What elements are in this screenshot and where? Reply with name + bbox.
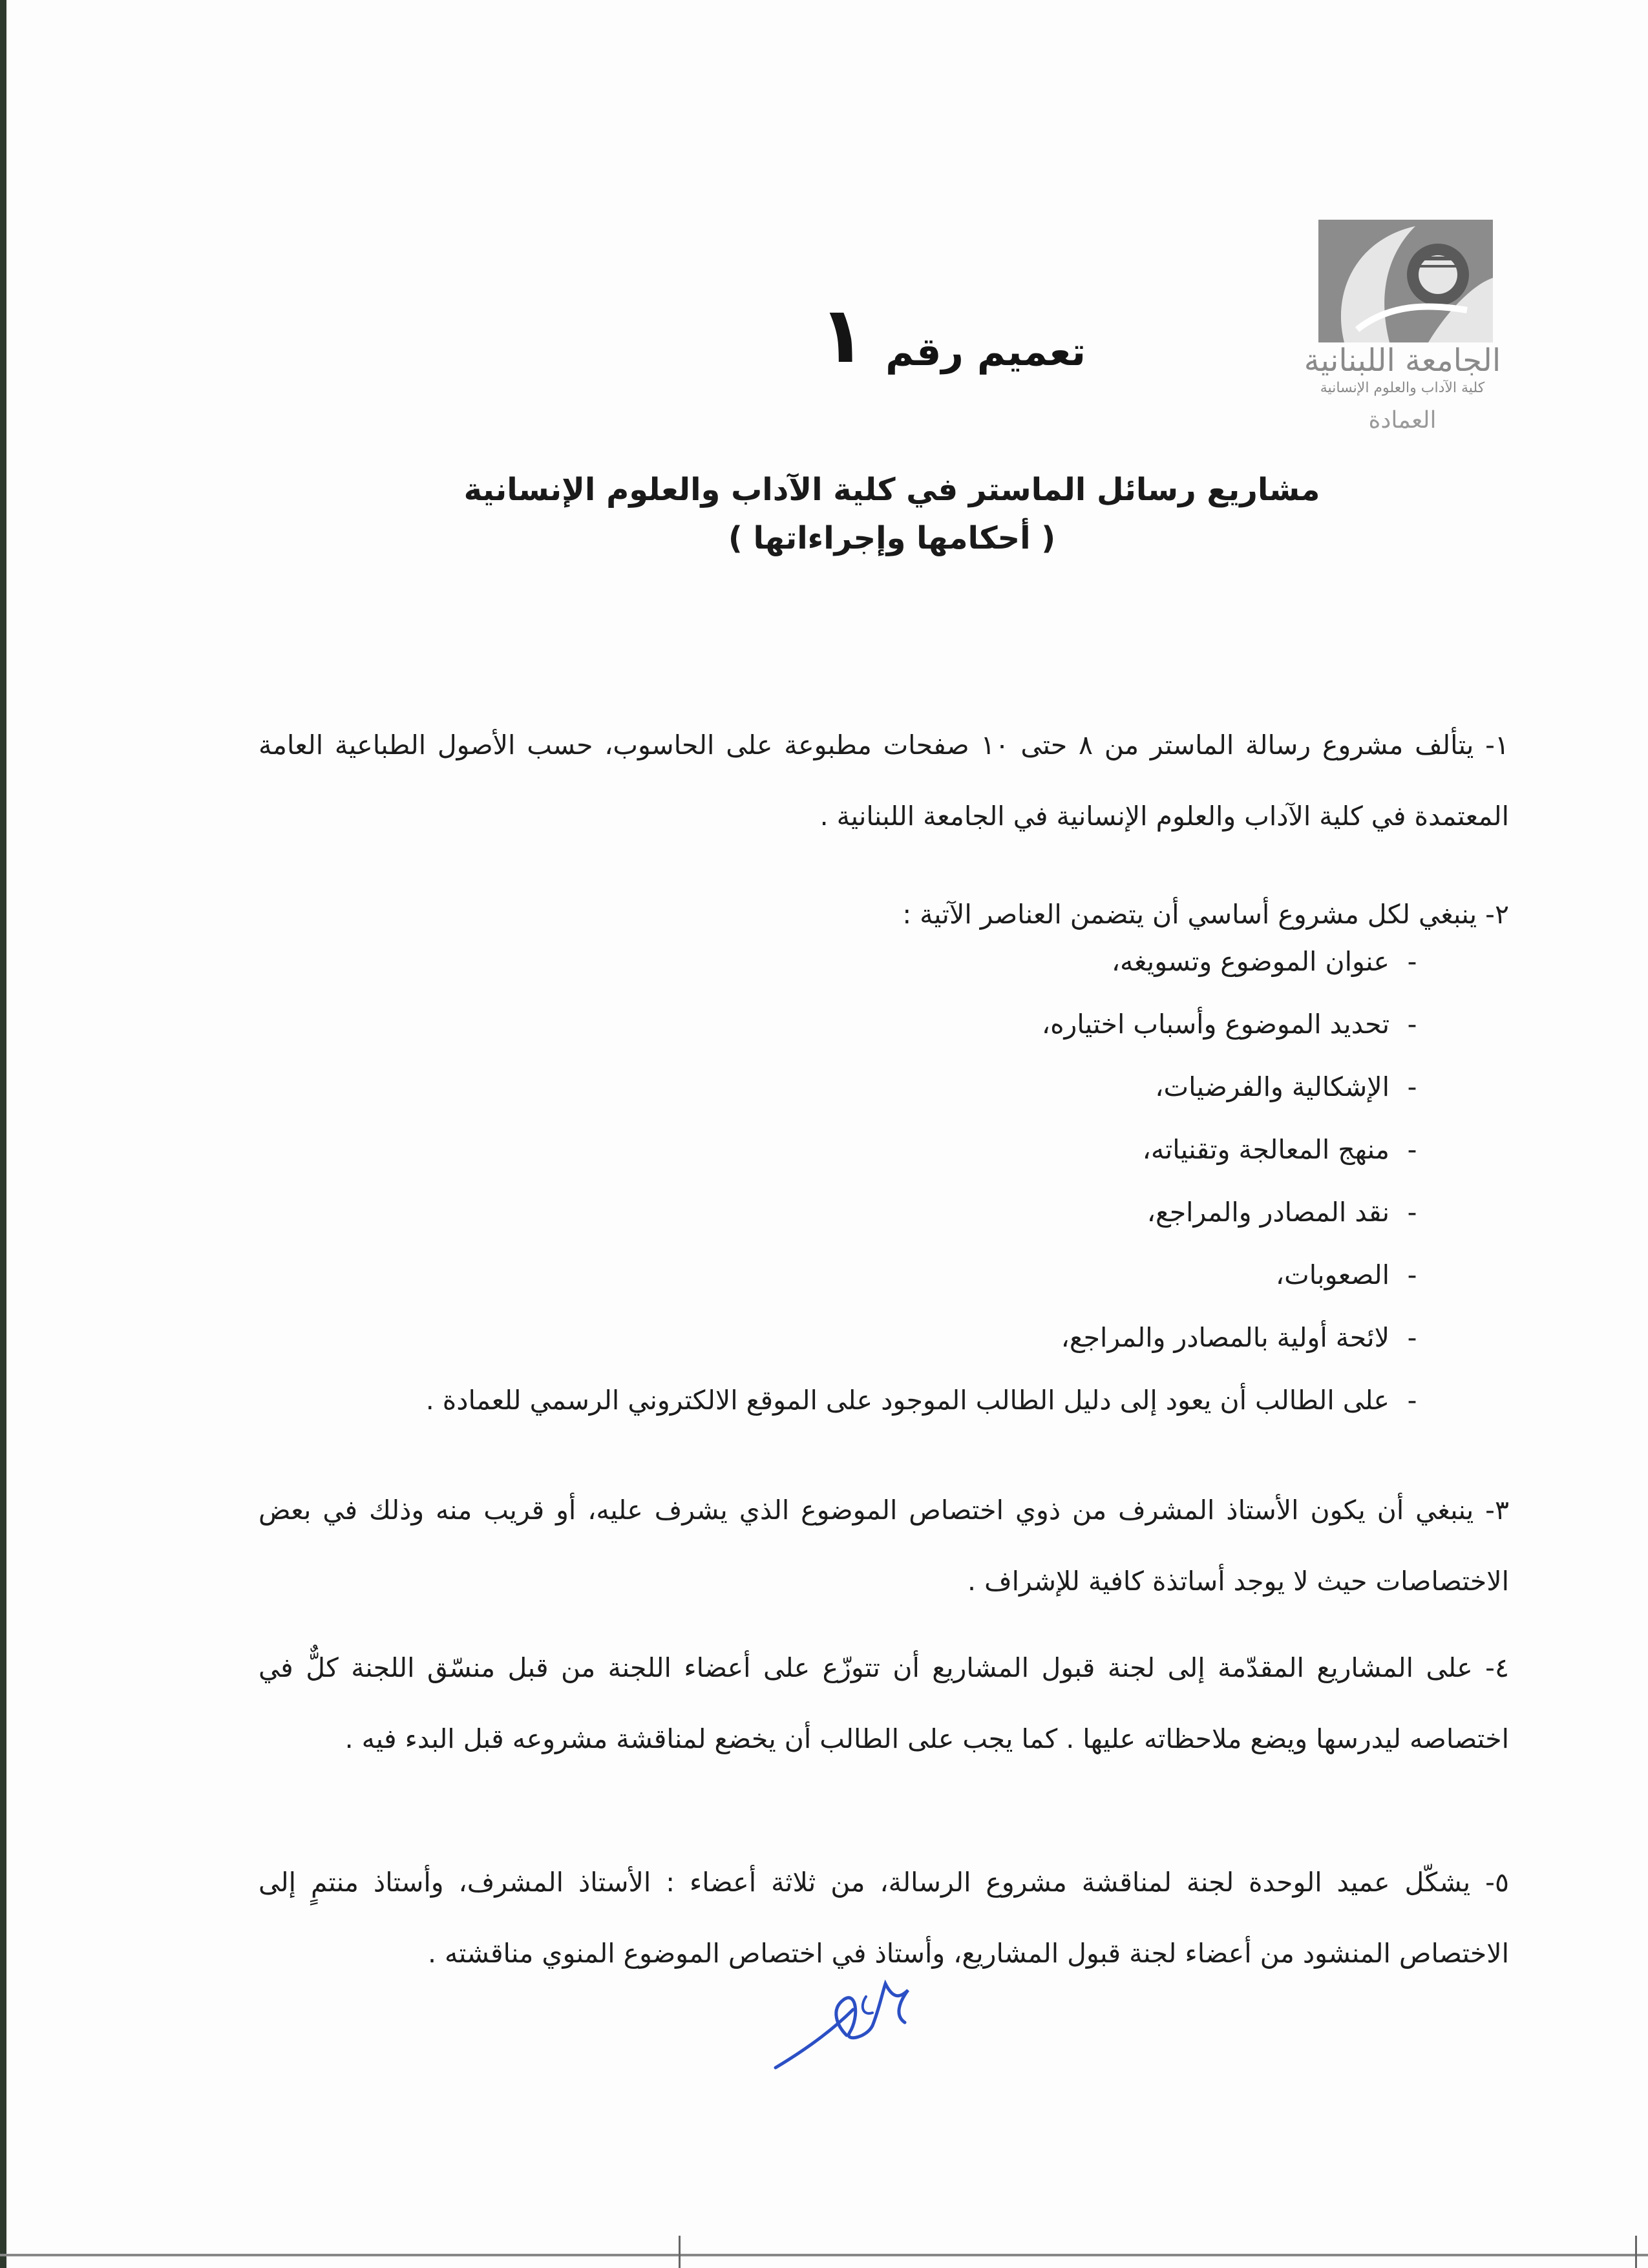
circular-label: تعميم رقم: [885, 330, 1086, 375]
list-item: [259, 1244, 1435, 1307]
scan-edge-bottom: [0, 2254, 1648, 2256]
clause-3: [259, 1475, 1509, 1617]
list-bullet: -: [1407, 1134, 1417, 1165]
scan-edge-left: [0, 0, 6, 2268]
list-item: [259, 993, 1435, 1056]
clause-text: ١- يتألف مشروع رسالة الماستر من ٨ حتى ١٠ صفحات مطبوعة على الحاسوب، حسب الأصول الطباعية العامة المعتمدة في كلية الآداب والعلوم الإنسانية في الجامعة اللبنانية .: [259, 730, 1509, 832]
list-bullet: -: [1407, 946, 1417, 977]
signature: [769, 1971, 924, 2074]
clause-text: ٤- على المشاريع المقدّمة إلى لجنة قبول المشاريع أن تتوزّع على أعضاء اللجنة من قبل منسّق اللجنة كلٌّ في اختصاصه ليدرسها ويضع ملاحظاته عليها . كما يجب على الطالب أن يخضع لمناقشة مشروعه قبل البدء فيه .: [259, 1652, 1509, 1754]
list-item: [259, 930, 1435, 993]
clause-4: [259, 1632, 1509, 1774]
university-name: الجامعة اللبنانية: [1304, 342, 1501, 379]
office-name: العمادة: [1368, 407, 1437, 434]
list-bullet: -: [1407, 1071, 1417, 1102]
list-item: [259, 1056, 1435, 1118]
list-item: [259, 1118, 1435, 1181]
list-item-text: الصعوبات،: [1275, 1259, 1389, 1290]
list-item: [259, 1369, 1435, 1432]
clause-text: ٢- ينبغي لكل مشروع أساسي أن يتضمن العناصر الآتية :: [902, 899, 1509, 930]
list-bullet: -: [1407, 1322, 1417, 1353]
document-title: مشاريع رسائل الماستر في كلية الآداب والعلوم الإنسانية: [463, 472, 1320, 508]
clause-text: ٣- ينبغي أن يكون الأستاذ المشرف من ذوي اختصاص الموضوع الذي يشرف عليه، أو قريب منه وذلك في بعض الاختصاصات حيث لا يوجد أساتذة كافية للإشراف .: [259, 1495, 1509, 1597]
circular-number: ١: [818, 291, 867, 381]
list-item: [259, 1181, 1435, 1244]
list-item-text: الإشكالية والفرضيات،: [1155, 1071, 1389, 1102]
list-item-text: تحديد الموضوع وأسباب اختياره،: [1041, 1009, 1389, 1040]
list-bullet: -: [1407, 1197, 1417, 1228]
list-bullet: -: [1407, 1385, 1417, 1416]
document-subtitle: ( أحكامها وإجراءاتها ): [728, 520, 1056, 556]
clause-text: ٥- يشكّل عميد الوحدة لجنة لمناقشة مشروع الرسالة، من ثلاثة أعضاء : الأستاذ المشرف، وأستاذ منتمٍ إلى الاختصاص المنشود من أعضاء لجنة قبول المشاريع، وأستاذ في اختصاص الموضوع المنوي مناقشته .: [259, 1867, 1509, 1969]
list-item-text: عنوان الموضوع وتسويغه،: [1111, 946, 1389, 977]
clause-1: [259, 709, 1509, 852]
faculty-name: كلية الآداب والعلوم الإنسانية: [1320, 380, 1485, 396]
scan-tick: [1635, 2236, 1637, 2268]
list-item-text: منهج المعالجة وتقنياته،: [1142, 1134, 1389, 1165]
circular-header: [818, 291, 1086, 381]
clause-5: [259, 1847, 1509, 1989]
university-logo: [1286, 207, 1519, 452]
list-bullet: -: [1407, 1009, 1417, 1040]
list-item-text: لائحة أولية بالمصادر والمراجع،: [1061, 1322, 1389, 1353]
list-item: [259, 1307, 1435, 1369]
list-item-text: على الطالب أن يعود إلى دليل الطالب الموجود على الموقع الالكتروني الرسمي للعمادة .: [425, 1385, 1389, 1416]
list-item-text: نقد المصادر والمراجع،: [1146, 1197, 1389, 1228]
university-emblem-icon: [1318, 213, 1493, 342]
required-elements-list: [259, 930, 1435, 1432]
scan-tick: [679, 2236, 681, 2268]
list-bullet: -: [1407, 1259, 1417, 1290]
